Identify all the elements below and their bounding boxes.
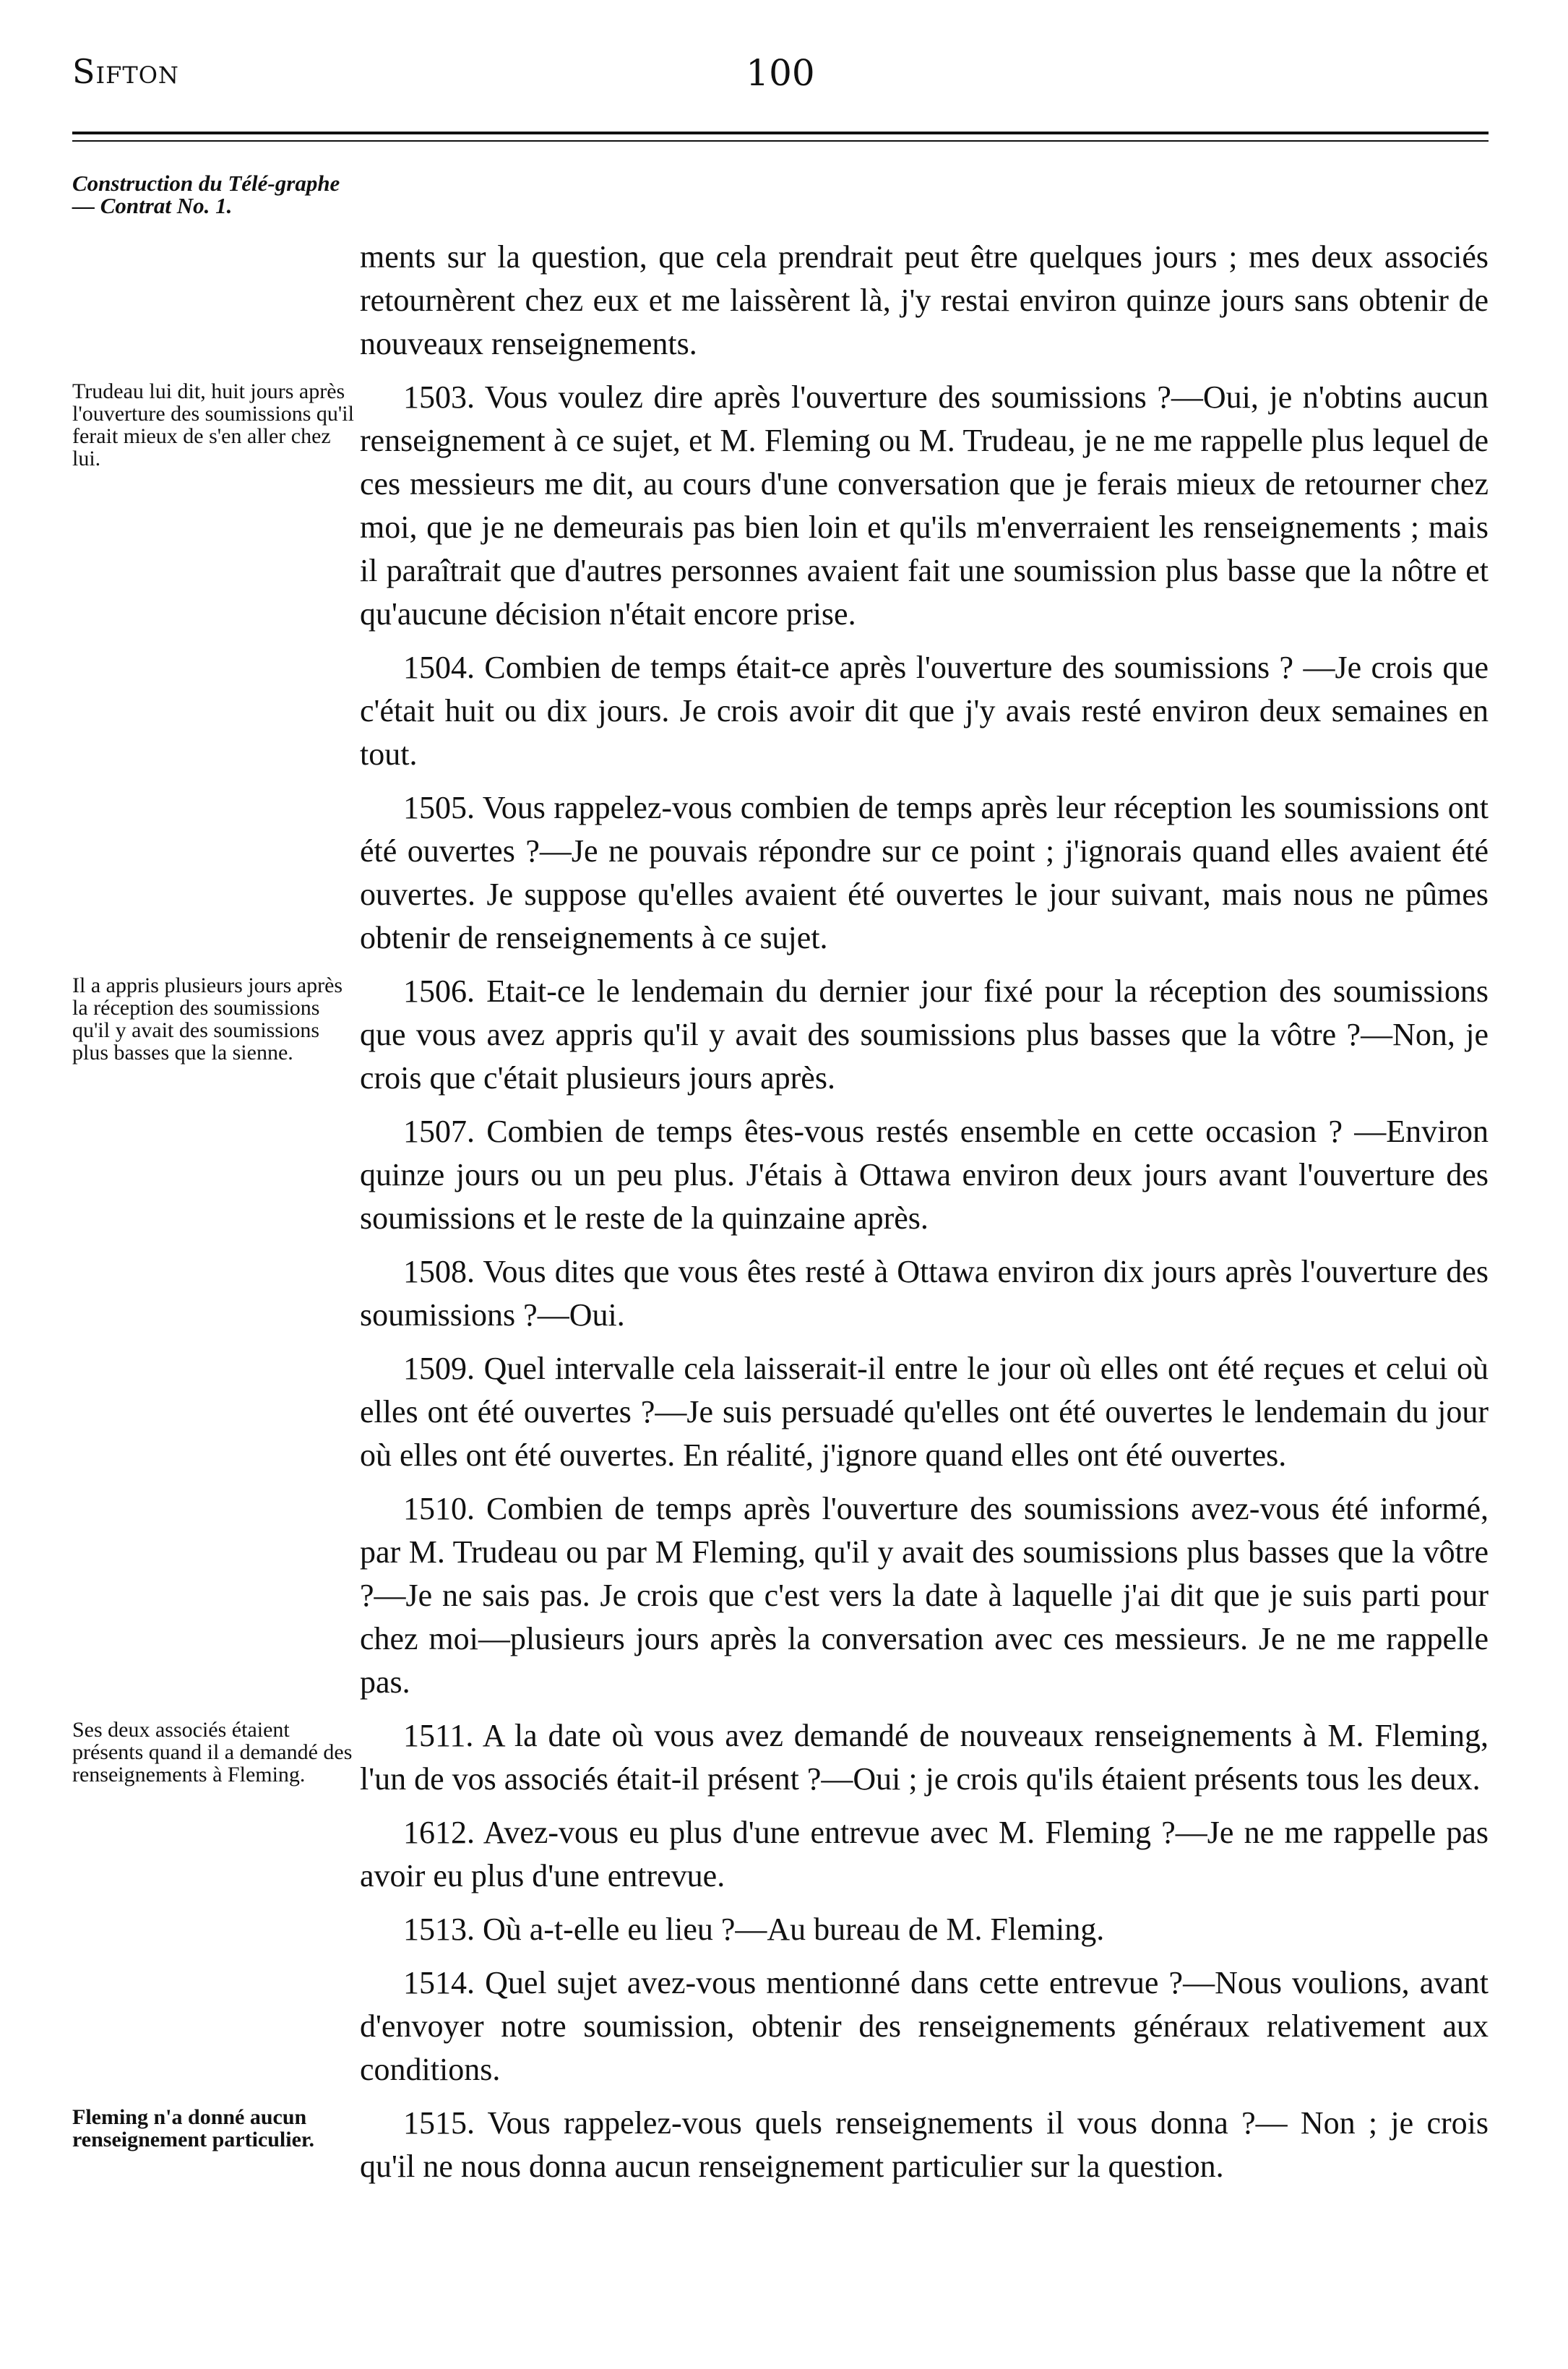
paragraph-1505: 1505. Vous rappelez-vous combien de temps après leur réception les soumissions ont été ouvertes ?—Je ne pouvais répondre sur ce point ; j'ignorais quand elles avaient été ouvertes. Je suppose qu'elles avaient été ouvertes le jour suivant, mais nous ne pûmes obtenir de renseignements à ce sujet. [360, 790, 1489, 955]
running-head [72, 52, 1489, 103]
row-1515 [72, 2102, 1489, 2188]
paragraph-1503: 1503. Vous voulez dire après l'ouverture des soumissions ?—Oui, je n'obtins aucun renseignement à ce sujet, et M. Fleming ou M. Trudeau, je ne me rappelle plus lequel de ces messieurs me dit, au cours d'une conversation que je ferais mieux de retourner chez moi, que je ne demeurais pas bien loin et qu'ils m'enverraient les renseignements ; mais il paraîtrait que d'autres personnes avaient fait une soumission plus basse que la nôtre et qu'aucune décision n'était encore prise. [360, 379, 1489, 632]
row-1504 [72, 646, 1489, 960]
paragraph-1511: 1511. A la date où vous avez demandé de nouveaux renseignements à M. Fleming, l'un de vos associés était-il présent ?—Oui ; je crois qu'ils étaient présents tous les deux. [360, 1718, 1489, 1797]
row-1506 [72, 970, 1489, 1704]
header-rule-thick [72, 132, 1489, 134]
body-text [72, 168, 1489, 2188]
paragraph-1506: 1506. Etait-ce le lendemain du dernier jour fixé pour la réception des soumissions que vous avez appris qu'il y avait des soumissions plus basses que la vôtre ?—Non, je crois que c'était plusieurs jours après. [360, 973, 1489, 1096]
sidenote-section: Construction du Télé-graphe— Contrat No. 1. [72, 171, 340, 218]
row-1503 [72, 376, 1489, 636]
header-rule-thin [72, 140, 1489, 142]
paragraph-1504: 1504. Combien de temps était-ce après l'ouverture des soumissions ? —Je crois que c'était huit ou dix jours. Je crois avoir dit que j'y avais resté environ deux semaines en tout. [360, 650, 1489, 772]
paragraph-1515: 1515. Vous rappelez-vous quels renseignements il vous donna ?— Non ; je crois qu'il ne nous donna aucun renseignement particulier sur la question. [360, 2105, 1489, 2184]
paragraph-1512: 1612. Avez-vous eu plus d'une entrevue avec M. Fleming ?—Je ne me rappelle pas avoir eu plus d'une entrevue. [360, 1815, 1489, 1893]
paragraph-continuation: ments sur la question, que cela prendrait peut être quelques jours ; mes deux associés retournèrent chez eux et me laissèrent là, j'y restai environ quinze jours sans obtenir de nouveaux renseignements. [360, 239, 1489, 361]
paragraph-1509: 1509. Quel intervalle cela laisserait-il entre le jour où elles ont été reçues et celui où elles ont été ouvertes ?—Je suis persuadé qu'elles ont été ouvertes le lendemain du jour où elles ont été ouvertes. En réalité, j'ignore quand elles ont été ouvertes. [360, 1351, 1489, 1473]
paragraph-1510: 1510. Combien de temps après l'ouverture des soumissions avez-vous été informé, par M. Trudeau ou par M Fleming, qu'il y avait des soumissions plus basses que la vôtre ?—Je ne sais pas. Je crois que c'est vers la date à laquelle j'ai dit que je suis parti pour chez moi—plusieurs jours après la conversation avec ces messieurs. Je ne me rappelle pas. [360, 1491, 1489, 1700]
running-title: Sifton [72, 52, 179, 91]
paragraph-1507: 1507. Combien de temps êtes-vous restés ensemble en cette occasion ? —Environ quinze jours ou un peu plus. J'étais à Ottawa environ deux jours avant l'ouverture des soumissions et le reste de la quinzaine après. [360, 1114, 1489, 1236]
paragraph-1514: 1514. Quel sujet avez-vous mentionné dans cette entrevue ?—Nous voulions, avant d'envoyer notre soumission, obtenir des renseignements généraux relativement aux conditions. [360, 1965, 1489, 2087]
sidenote-trudeau: Trudeau lui dit, huit jours après l'ouverture des soumissions qu'il ferait mieux de s'en aller chez lui. [72, 379, 354, 470]
paragraph-1513: 1513. Où a-t-elle eu lieu ?—Au bureau de M. Fleming. [403, 1912, 1105, 1947]
page-number: 100 [746, 52, 815, 94]
row-continuation [72, 168, 1489, 366]
row-1511 [72, 1714, 1489, 2091]
paragraph-1508: 1508. Vous dites que vous êtes resté à Ottawa environ dix jours après l'ouverture des soumissions ?—Oui. [360, 1254, 1489, 1333]
sidenote-fleming: Fleming n'a donné aucun renseignement particulier. [72, 2105, 314, 2151]
sidenote-associates: Ses deux associés étaient présents quand il a demandé des renseignements à Fleming. [72, 1718, 353, 1787]
sidenote-lower-bids: Il a appris plusieurs jours après la réception des soumissions qu'il y avait des soumissions plus basses que la sienne. [72, 973, 343, 1065]
